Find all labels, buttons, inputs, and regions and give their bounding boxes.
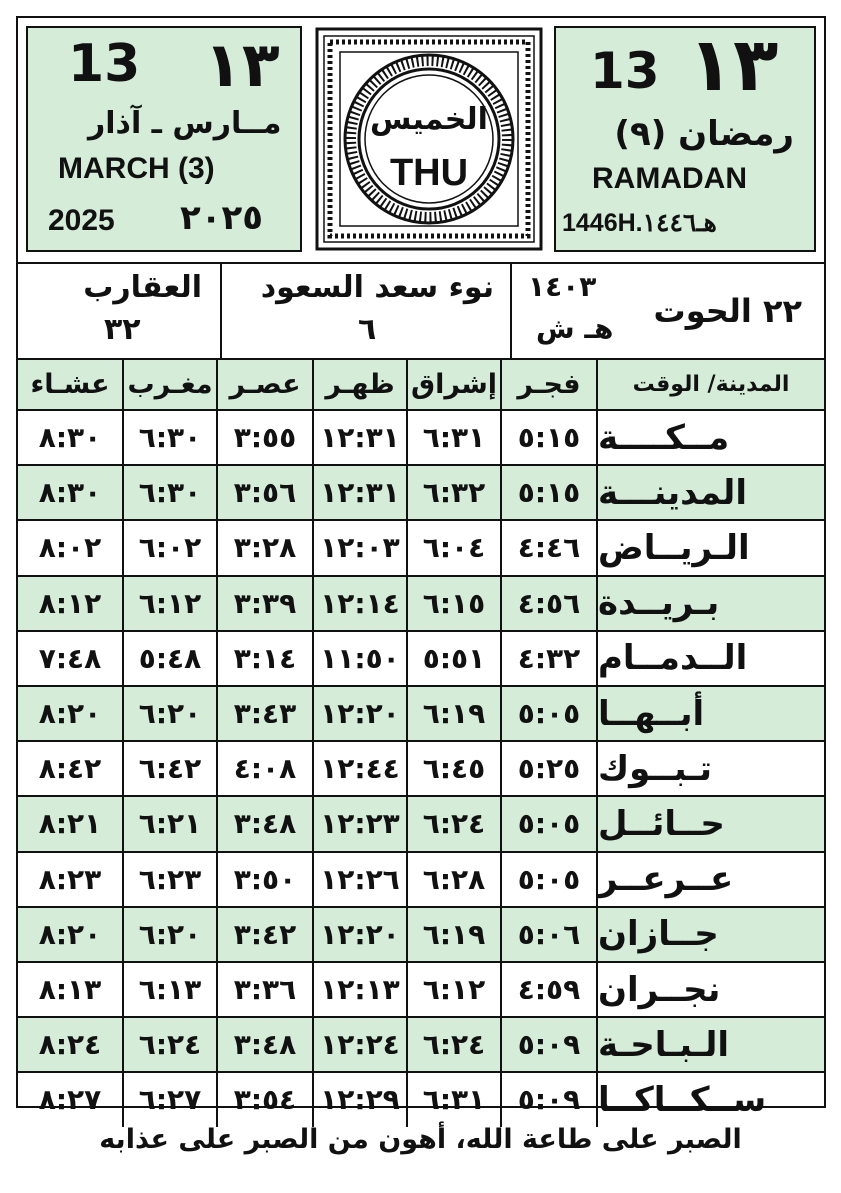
fajr-time: ٥:١٥: [502, 411, 598, 464]
fajr-time: ٤:٣٢: [502, 632, 598, 685]
dhuhr-time: ١٢:٣١: [314, 411, 408, 464]
weekday-arabic: الخميس: [370, 102, 488, 137]
isha-time: ٨:١٢: [18, 577, 124, 630]
sunrise-time: ٦:٢٨: [408, 853, 502, 906]
hijri-month-english: RAMADAN: [592, 162, 747, 195]
gregorian-month-arabic: مــارس ـ آذار: [88, 106, 282, 141]
isha-time: ٨:٣٠: [18, 411, 124, 464]
scorpion-value: ٣٢: [104, 312, 141, 347]
dhuhr-time: ١٢:٢٠: [314, 908, 408, 961]
solar-year: ١٤٠٣: [528, 270, 597, 303]
isha-time: ٨:١٣: [18, 963, 124, 1016]
calendar-page: [16, 16, 826, 1120]
isha-time: ٨:٢٠: [18, 687, 124, 740]
fajr-time: ٤:٥٦: [502, 577, 598, 630]
header-city-time: المدينة/ الوقت: [632, 372, 790, 397]
weekday-seal: [314, 26, 544, 252]
weekday-english: THU: [389, 152, 469, 194]
gregorian-year-arabic: ٢٠٢٥: [180, 198, 264, 238]
gregorian-month-english: MARCH (3): [58, 152, 215, 185]
hijri-date-box: [554, 22, 816, 252]
city-name: تـبــوك: [598, 748, 712, 789]
sunrise-time: ٦:١٩: [408, 687, 502, 740]
isha-time: ٨:٢٣: [18, 853, 124, 906]
hijri-day-latin: 13: [590, 42, 660, 100]
maghrib-time: ٦:١٢: [124, 577, 218, 630]
header-dhuhr: ظهـر: [314, 360, 408, 409]
dhuhr-time: ١٢:٢٤: [314, 1018, 408, 1071]
sunrise-time: ٥:٥١: [408, 632, 502, 685]
fajr-time: ٥:٠٥: [502, 797, 598, 850]
asr-time: ٣:٤٨: [218, 797, 314, 850]
dhuhr-time: ١٢:٤٤: [314, 742, 408, 795]
asr-time: ٣:٤٣: [218, 687, 314, 740]
dhuhr-time: ١٢:٣١: [314, 466, 408, 519]
gregorian-year-latin: 2025: [48, 204, 115, 237]
header-maghrib: مغـرب: [124, 360, 218, 409]
table-row: [18, 961, 824, 1016]
isha-time: ٨:٢٤: [18, 1018, 124, 1071]
fajr-time: ٥:٠٥: [502, 687, 598, 740]
table-row: [18, 795, 824, 850]
table-row: [18, 906, 824, 961]
asr-time: ٣:٥٤: [218, 1073, 314, 1126]
asr-time: ٣:١٤: [218, 632, 314, 685]
isha-time: ٨:٠٢: [18, 521, 124, 574]
table-row: [18, 1071, 824, 1126]
maghrib-time: ٦:٣٠: [124, 466, 218, 519]
footer-quote: الصبر على طاعة الله، أهون من الصبر على عذابه: [99, 1124, 742, 1155]
asr-time: ٣:٣٩: [218, 577, 314, 630]
city-name: الـبـاحـة: [598, 1024, 730, 1065]
dhuhr-time: ١١:٥٠: [314, 632, 408, 685]
maghrib-time: ٦:٢٣: [124, 853, 218, 906]
sunrise-time: ٦:٢٤: [408, 797, 502, 850]
asr-time: ٤:٠٨: [218, 742, 314, 795]
maghrib-time: ٦:٣٠: [124, 411, 218, 464]
calligraphy-frame-icon: [314, 26, 544, 252]
asr-time: ٣:٢٨: [218, 521, 314, 574]
hijri-day-arabic: ١٣: [688, 22, 779, 108]
header-fajr: فجـر: [502, 360, 598, 409]
maghrib-time: ٥:٤٨: [124, 632, 218, 685]
naw-cell: [222, 264, 512, 358]
table-header-row: [18, 358, 824, 409]
dhuhr-time: ١٢:٢٩: [314, 1073, 408, 1126]
sunrise-time: ٦:٠٤: [408, 521, 502, 574]
header-sunrise: إشراق: [408, 360, 502, 409]
city-name: ســكــاكــا: [598, 1079, 767, 1120]
fajr-time: ٥:٢٥: [502, 742, 598, 795]
maghrib-time: ٦:٢١: [124, 797, 218, 850]
asr-time: ٣:٥٦: [218, 466, 314, 519]
city-name: مــكــــة: [598, 417, 730, 458]
table-row: [18, 740, 824, 795]
naw-label: نوء سعد السعود: [260, 270, 494, 305]
solar-date-cell: [512, 264, 824, 358]
table-row: [18, 685, 824, 740]
header-isha: عشـاء: [18, 360, 124, 409]
sunrise-time: ٦:١٢: [408, 963, 502, 1016]
dhuhr-time: ١٢:١٤: [314, 577, 408, 630]
dhuhr-time: ١٢:١٣: [314, 963, 408, 1016]
maghrib-time: ٦:٠٢: [124, 521, 218, 574]
table-row: [18, 630, 824, 685]
dhuhr-time: ١٢:٢٠: [314, 687, 408, 740]
asr-time: ٣:٥٠: [218, 853, 314, 906]
table-row: [18, 851, 824, 906]
table-row: [18, 1016, 824, 1071]
maghrib-time: ٦:١٣: [124, 963, 218, 1016]
isha-time: ٧:٤٨: [18, 632, 124, 685]
isha-time: ٨:٢٧: [18, 1073, 124, 1126]
asr-time: ٣:٥٥: [218, 411, 314, 464]
fajr-time: ٤:٥٩: [502, 963, 598, 1016]
isha-time: ٨:٢١: [18, 797, 124, 850]
fajr-time: ٥:٠٩: [502, 1073, 598, 1126]
city-name: أبــهــا: [598, 693, 705, 734]
city-name: المدينـــة: [598, 472, 747, 513]
fajr-time: ٤:٤٦: [502, 521, 598, 574]
table-row: [18, 575, 824, 630]
sunrise-time: ٦:٣١: [408, 1073, 502, 1126]
asr-time: ٣:٤٢: [218, 908, 314, 961]
header-asr: عصـر: [218, 360, 314, 409]
fajr-time: ٥:١٥: [502, 466, 598, 519]
sunrise-time: ٦:٣٢: [408, 466, 502, 519]
table-row: [18, 409, 824, 464]
dhuhr-time: ١٢:٢٦: [314, 853, 408, 906]
city-name: الـريــاض: [598, 527, 750, 568]
hijri-month-arabic: رمضان (٩): [614, 114, 794, 154]
city-name: حــائــل: [598, 803, 725, 844]
city-name: جــازان: [598, 914, 719, 955]
maghrib-time: ٦:٤٢: [124, 742, 218, 795]
maghrib-time: ٦:٢٧: [124, 1073, 218, 1126]
hijri-year: 1446H.هـ١٤٤٦: [562, 209, 717, 237]
naw-value: ٦: [358, 312, 377, 347]
gregorian-day-arabic: ١٣: [204, 28, 280, 101]
gregorian-date-box: [26, 26, 302, 252]
asr-time: ٣:٤٨: [218, 1018, 314, 1071]
season-info-row: [18, 262, 824, 358]
fajr-time: ٥:٠٦: [502, 908, 598, 961]
city-name: نجــران: [598, 969, 721, 1010]
dhuhr-time: ١٢:٠٣: [314, 521, 408, 574]
fajr-time: ٥:٠٥: [502, 853, 598, 906]
scorpion-season-cell: [18, 264, 222, 358]
maghrib-time: ٦:٢٠: [124, 908, 218, 961]
solar-date: ٢٢ الحوت: [653, 292, 802, 330]
sunrise-time: ٦:٢٤: [408, 1018, 502, 1071]
sunrise-time: ٦:١٥: [408, 577, 502, 630]
gregorian-day-latin: 13: [68, 34, 141, 94]
dhuhr-time: ١٢:٢٣: [314, 797, 408, 850]
fajr-time: ٥:٠٩: [502, 1018, 598, 1071]
asr-time: ٣:٣٦: [218, 963, 314, 1016]
isha-time: ٨:٣٠: [18, 466, 124, 519]
maghrib-time: ٦:٢٠: [124, 687, 218, 740]
isha-time: ٨:٢٠: [18, 908, 124, 961]
table-row: [18, 464, 824, 519]
city-name: عــرعــر: [598, 859, 734, 900]
city-name: الــدمــام: [598, 638, 748, 679]
date-header: [18, 18, 824, 262]
table-row: [18, 519, 824, 574]
sunrise-time: ٦:١٩: [408, 908, 502, 961]
scorpion-label: العقارب: [83, 270, 202, 305]
maghrib-time: ٦:٢٤: [124, 1018, 218, 1071]
isha-time: ٨:٤٢: [18, 742, 124, 795]
solar-year-suffix: هـ ش: [536, 312, 614, 345]
city-name: بـريــدة: [598, 583, 720, 624]
sunrise-time: ٦:٣١: [408, 411, 502, 464]
sunrise-time: ٦:٤٥: [408, 742, 502, 795]
